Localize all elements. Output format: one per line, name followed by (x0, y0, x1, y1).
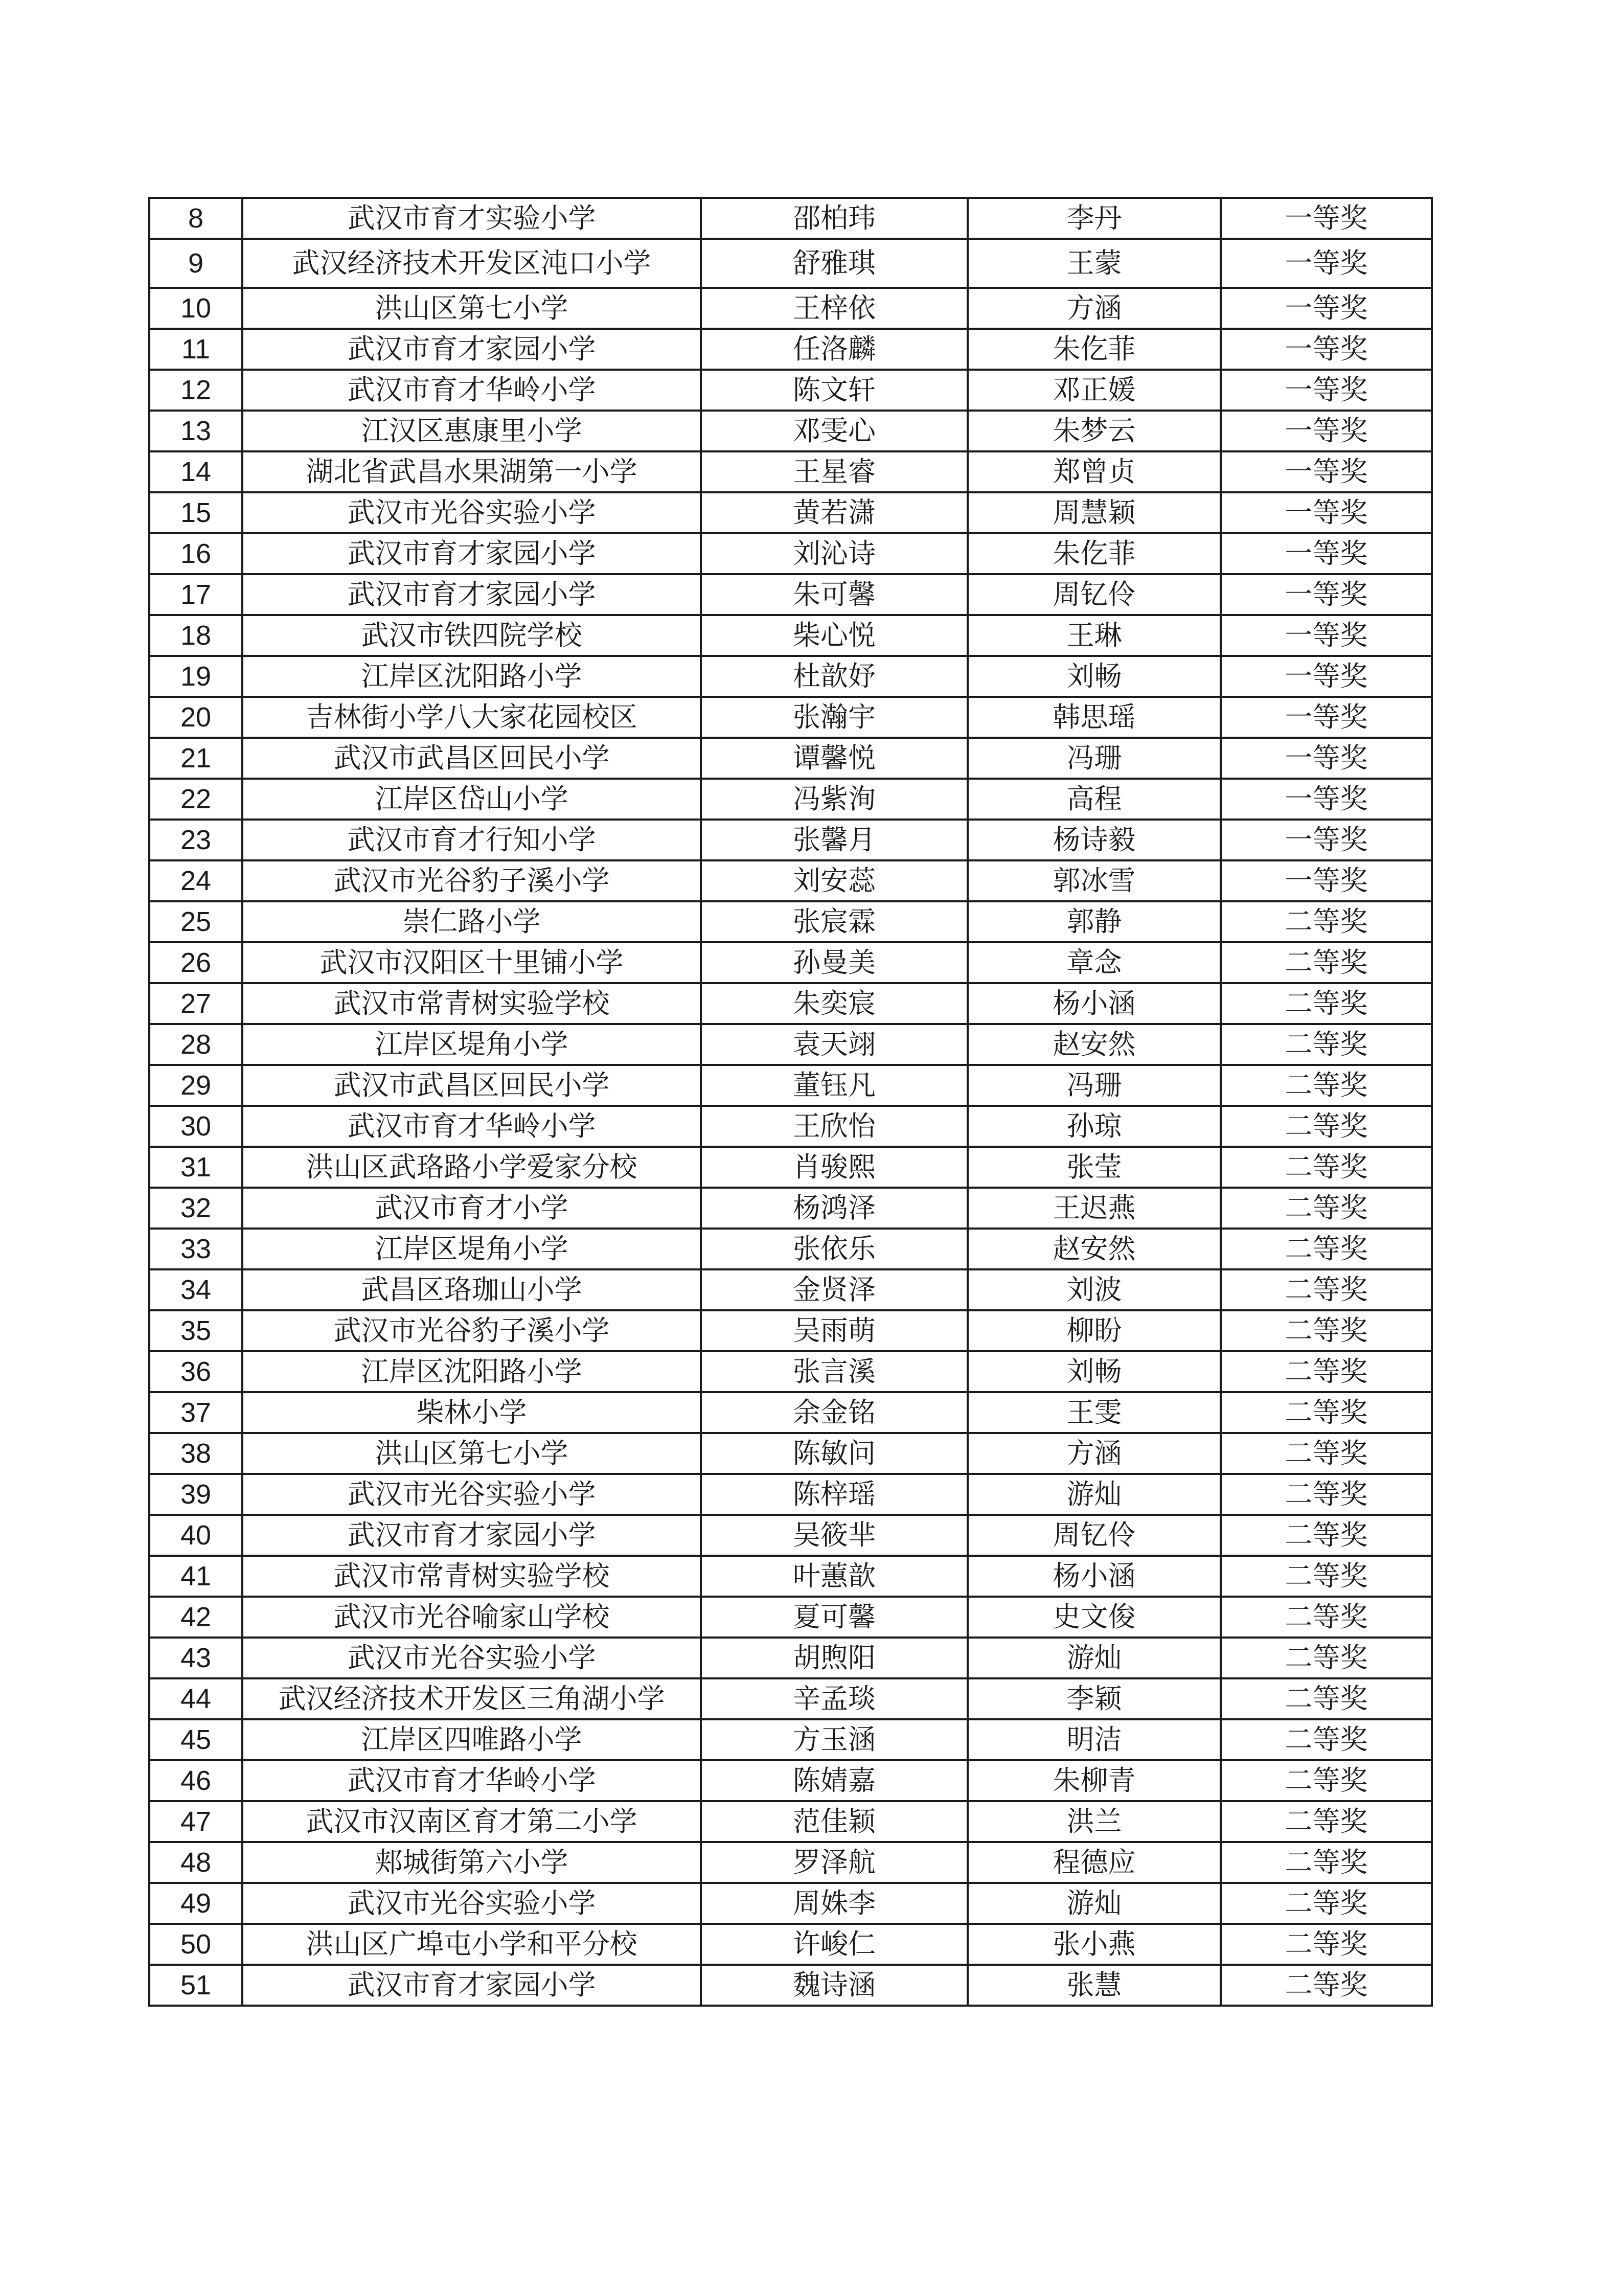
row-number: 39 (149, 1474, 242, 1515)
table-row (149, 1719, 1432, 1760)
student-name: 杨鸿泽 (701, 1188, 968, 1229)
table-row (149, 779, 1432, 820)
teacher-name: 洪兰 (968, 1801, 1221, 1842)
teacher-name: 刘畅 (968, 656, 1221, 697)
teacher-name: 郑曾贞 (968, 451, 1221, 492)
school-name: 吉林街小学八大家花园校区 (242, 697, 701, 738)
student-name: 余金铭 (701, 1392, 968, 1433)
table-row (149, 942, 1432, 983)
school-name: 洪山区第七小学 (242, 288, 701, 329)
teacher-name: 周慧颖 (968, 492, 1221, 533)
teacher-name: 赵安然 (968, 1229, 1221, 1269)
school-name: 江岸区沈阳路小学 (242, 656, 701, 697)
row-number: 22 (149, 779, 242, 820)
school-name: 武汉经济技术开发区三角湖小学 (242, 1678, 701, 1719)
student-name: 刘沁诗 (701, 533, 968, 574)
table-row (149, 1474, 1432, 1515)
table-row (149, 1760, 1432, 1801)
table-row (149, 451, 1432, 492)
student-name: 邓雯心 (701, 411, 968, 451)
row-number: 31 (149, 1147, 242, 1188)
award-level: 一等奖 (1221, 779, 1432, 820)
student-name: 魏诗涵 (701, 1965, 968, 2006)
school-name: 武汉市汉阳区十里铺小学 (242, 942, 701, 983)
table-row (149, 1188, 1432, 1229)
teacher-name: 韩思瑶 (968, 697, 1221, 738)
student-name: 任洛麟 (701, 329, 968, 370)
teacher-name: 李颖 (968, 1678, 1221, 1719)
school-name: 武汉市光谷豹子溪小学 (242, 1310, 701, 1351)
teacher-name: 杨诗毅 (968, 820, 1221, 860)
student-name: 周姝李 (701, 1883, 968, 1924)
row-number: 23 (149, 820, 242, 860)
school-name: 江岸区沈阳路小学 (242, 1351, 701, 1392)
award-level: 一等奖 (1221, 288, 1432, 329)
table-row (149, 983, 1432, 1024)
teacher-name: 刘波 (968, 1269, 1221, 1310)
table-row (149, 1392, 1432, 1433)
award-level: 一等奖 (1221, 656, 1432, 697)
school-name: 洪山区第七小学 (242, 1433, 701, 1474)
teacher-name: 孙琼 (968, 1106, 1221, 1147)
student-name: 吴筱芈 (701, 1515, 968, 1556)
row-number: 51 (149, 1965, 242, 2006)
student-name: 杜歆妤 (701, 656, 968, 697)
student-name: 夏可馨 (701, 1597, 968, 1638)
student-name: 胡煦阳 (701, 1638, 968, 1678)
school-name: 武汉市武昌区回民小学 (242, 1065, 701, 1106)
school-name: 武汉市光谷实验小学 (242, 1883, 701, 1924)
row-number: 29 (149, 1065, 242, 1106)
student-name: 吴雨萌 (701, 1310, 968, 1351)
teacher-name: 王雯 (968, 1392, 1221, 1433)
school-name: 洪山区武珞路小学爱家分校 (242, 1147, 701, 1188)
award-level: 二等奖 (1221, 901, 1432, 942)
teacher-name: 朱柳青 (968, 1760, 1221, 1801)
student-name: 孙曼美 (701, 942, 968, 983)
row-number: 41 (149, 1556, 242, 1597)
award-level: 一等奖 (1221, 820, 1432, 860)
table-row (149, 1147, 1432, 1188)
row-number: 38 (149, 1433, 242, 1474)
award-level: 二等奖 (1221, 1965, 1432, 2006)
row-number: 33 (149, 1229, 242, 1269)
award-level: 一等奖 (1221, 411, 1432, 451)
school-name: 武汉市育才小学 (242, 1188, 701, 1229)
row-number: 24 (149, 860, 242, 901)
awards-table-body (149, 198, 1432, 2006)
school-name: 武昌区珞珈山小学 (242, 1269, 701, 1310)
student-name: 张宸霖 (701, 901, 968, 942)
school-name: 江岸区岱山小学 (242, 779, 701, 820)
teacher-name: 程德应 (968, 1842, 1221, 1883)
table-row (149, 1515, 1432, 1556)
teacher-name: 游灿 (968, 1474, 1221, 1515)
student-name: 舒雅琪 (701, 239, 968, 288)
row-number: 9 (149, 239, 242, 288)
teacher-name: 刘畅 (968, 1351, 1221, 1392)
school-name: 郏城街第六小学 (242, 1842, 701, 1883)
teacher-name: 朱仡菲 (968, 533, 1221, 574)
school-name: 武汉市光谷实验小学 (242, 1474, 701, 1515)
student-name: 陈敏问 (701, 1433, 968, 1474)
school-name: 武汉市育才行知小学 (242, 820, 701, 860)
school-name: 江岸区堤角小学 (242, 1024, 701, 1065)
teacher-name: 方涵 (968, 288, 1221, 329)
award-level: 一等奖 (1221, 370, 1432, 411)
teacher-name: 张慧 (968, 1965, 1221, 2006)
row-number: 8 (149, 198, 242, 239)
award-level: 一等奖 (1221, 860, 1432, 901)
student-name: 王欣怡 (701, 1106, 968, 1147)
award-level: 二等奖 (1221, 1392, 1432, 1433)
award-level: 一等奖 (1221, 239, 1432, 288)
award-level: 二等奖 (1221, 1474, 1432, 1515)
table-row (149, 1433, 1432, 1474)
table-row (149, 860, 1432, 901)
row-number: 36 (149, 1351, 242, 1392)
award-level: 二等奖 (1221, 1351, 1432, 1392)
teacher-name: 赵安然 (968, 1024, 1221, 1065)
table-row (149, 1024, 1432, 1065)
award-level: 二等奖 (1221, 1597, 1432, 1638)
row-number: 21 (149, 738, 242, 779)
table-row (149, 1269, 1432, 1310)
student-name: 张瀚宇 (701, 697, 968, 738)
awards-table (148, 197, 1433, 2007)
student-name: 叶蕙歆 (701, 1556, 968, 1597)
award-level: 二等奖 (1221, 1515, 1432, 1556)
award-level: 二等奖 (1221, 1678, 1432, 1719)
table-row (149, 656, 1432, 697)
teacher-name: 方涵 (968, 1433, 1221, 1474)
row-number: 10 (149, 288, 242, 329)
school-name: 江岸区堤角小学 (242, 1229, 701, 1269)
student-name: 王星睿 (701, 451, 968, 492)
award-level: 一等奖 (1221, 697, 1432, 738)
row-number: 35 (149, 1310, 242, 1351)
row-number: 48 (149, 1842, 242, 1883)
award-level: 一等奖 (1221, 451, 1432, 492)
award-level: 一等奖 (1221, 738, 1432, 779)
award-level: 二等奖 (1221, 1229, 1432, 1269)
table-row (149, 1638, 1432, 1678)
teacher-name: 王琳 (968, 615, 1221, 656)
teacher-name: 明洁 (968, 1719, 1221, 1760)
row-number: 18 (149, 615, 242, 656)
student-name: 邵柏玮 (701, 198, 968, 239)
student-name: 朱奕宸 (701, 983, 968, 1024)
row-number: 26 (149, 942, 242, 983)
school-name: 江岸区四唯路小学 (242, 1719, 701, 1760)
teacher-name: 郭冰雪 (968, 860, 1221, 901)
award-level: 二等奖 (1221, 1719, 1432, 1760)
row-number: 47 (149, 1801, 242, 1842)
student-name: 陈梓瑶 (701, 1474, 968, 1515)
student-name: 张言溪 (701, 1351, 968, 1392)
school-name: 武汉市铁四院学校 (242, 615, 701, 656)
student-name: 金贤泽 (701, 1269, 968, 1310)
student-name: 冯紫洵 (701, 779, 968, 820)
award-level: 二等奖 (1221, 1310, 1432, 1351)
award-level: 二等奖 (1221, 1801, 1432, 1842)
school-name: 武汉市育才家园小学 (242, 1515, 701, 1556)
school-name: 武汉市武昌区回民小学 (242, 738, 701, 779)
teacher-name: 邓正媛 (968, 370, 1221, 411)
row-number: 28 (149, 1024, 242, 1065)
student-name: 袁天翊 (701, 1024, 968, 1065)
award-level: 二等奖 (1221, 1924, 1432, 1965)
row-number: 49 (149, 1883, 242, 1924)
row-number: 15 (149, 492, 242, 533)
school-name: 洪山区广埠屯小学和平分校 (242, 1924, 701, 1965)
table-row (149, 370, 1432, 411)
school-name: 武汉市育才家园小学 (242, 1965, 701, 2006)
award-level: 二等奖 (1221, 1024, 1432, 1065)
student-name: 张依乐 (701, 1229, 968, 1269)
student-name: 范佳颖 (701, 1801, 968, 1842)
school-name: 武汉市育才实验小学 (242, 198, 701, 239)
table-row (149, 1351, 1432, 1392)
row-number: 40 (149, 1515, 242, 1556)
table-row (149, 239, 1432, 288)
teacher-name: 周钇伶 (968, 1515, 1221, 1556)
award-level: 二等奖 (1221, 1883, 1432, 1924)
teacher-name: 杨小涵 (968, 1556, 1221, 1597)
table-row (149, 1678, 1432, 1719)
award-level: 二等奖 (1221, 1065, 1432, 1106)
award-level: 二等奖 (1221, 1188, 1432, 1229)
table-row (149, 574, 1432, 615)
award-level: 一等奖 (1221, 329, 1432, 370)
teacher-name: 冯珊 (968, 738, 1221, 779)
student-name: 黄若潇 (701, 492, 968, 533)
teacher-name: 柳盼 (968, 1310, 1221, 1351)
school-name: 湖北省武昌水果湖第一小学 (242, 451, 701, 492)
table-row (149, 615, 1432, 656)
school-name: 武汉市光谷实验小学 (242, 492, 701, 533)
teacher-name: 冯珊 (968, 1065, 1221, 1106)
table-row (149, 1924, 1432, 1965)
row-number: 45 (149, 1719, 242, 1760)
table-row (149, 533, 1432, 574)
teacher-name: 周钇伶 (968, 574, 1221, 615)
award-level: 一等奖 (1221, 533, 1432, 574)
row-number: 44 (149, 1678, 242, 1719)
teacher-name: 朱梦云 (968, 411, 1221, 451)
table-row (149, 1883, 1432, 1924)
award-level: 一等奖 (1221, 615, 1432, 656)
award-level: 二等奖 (1221, 1638, 1432, 1678)
table-row (149, 820, 1432, 860)
school-name: 崇仁路小学 (242, 901, 701, 942)
student-name: 张馨月 (701, 820, 968, 860)
table-row (149, 329, 1432, 370)
teacher-name: 游灿 (968, 1883, 1221, 1924)
award-level: 一等奖 (1221, 198, 1432, 239)
award-level: 一等奖 (1221, 492, 1432, 533)
table-row (149, 1065, 1432, 1106)
row-number: 34 (149, 1269, 242, 1310)
student-name: 刘安蕊 (701, 860, 968, 901)
school-name: 武汉市常青树实验学校 (242, 983, 701, 1024)
table-row (149, 697, 1432, 738)
student-name: 罗泽航 (701, 1842, 968, 1883)
table-row (149, 1556, 1432, 1597)
table-row (149, 288, 1432, 329)
school-name: 武汉市光谷豹子溪小学 (242, 860, 701, 901)
table-row (149, 738, 1432, 779)
teacher-name: 史文俊 (968, 1597, 1221, 1638)
award-level: 二等奖 (1221, 1760, 1432, 1801)
row-number: 16 (149, 533, 242, 574)
row-number: 19 (149, 656, 242, 697)
award-level: 二等奖 (1221, 1147, 1432, 1188)
school-name: 武汉市育才家园小学 (242, 574, 701, 615)
school-name: 武汉市汉南区育才第二小学 (242, 1801, 701, 1842)
table-row (149, 901, 1432, 942)
student-name: 王梓依 (701, 288, 968, 329)
student-name: 朱可馨 (701, 574, 968, 615)
school-name: 柴林小学 (242, 1392, 701, 1433)
row-number: 50 (149, 1924, 242, 1965)
teacher-name: 高程 (968, 779, 1221, 820)
row-number: 17 (149, 574, 242, 615)
award-level: 一等奖 (1221, 574, 1432, 615)
teacher-name: 张小燕 (968, 1924, 1221, 1965)
table-row (149, 411, 1432, 451)
row-number: 20 (149, 697, 242, 738)
school-name: 武汉市光谷喻家山学校 (242, 1597, 701, 1638)
award-level: 二等奖 (1221, 1106, 1432, 1147)
row-number: 43 (149, 1638, 242, 1678)
row-number: 11 (149, 329, 242, 370)
row-number: 27 (149, 983, 242, 1024)
teacher-name: 章念 (968, 942, 1221, 983)
row-number: 13 (149, 411, 242, 451)
table-row (149, 1842, 1432, 1883)
row-number: 25 (149, 901, 242, 942)
table-row (149, 1965, 1432, 2006)
row-number: 37 (149, 1392, 242, 1433)
student-name: 谭馨悦 (701, 738, 968, 779)
table-row (149, 492, 1432, 533)
student-name: 肖骏熙 (701, 1147, 968, 1188)
row-number: 30 (149, 1106, 242, 1147)
award-level: 二等奖 (1221, 942, 1432, 983)
school-name: 武汉经济技术开发区沌口小学 (242, 239, 701, 288)
row-number: 42 (149, 1597, 242, 1638)
award-level: 二等奖 (1221, 1556, 1432, 1597)
row-number: 12 (149, 370, 242, 411)
table-row (149, 1310, 1432, 1351)
row-number: 32 (149, 1188, 242, 1229)
teacher-name: 朱仡菲 (968, 329, 1221, 370)
table-row (149, 1229, 1432, 1269)
school-name: 武汉市光谷实验小学 (242, 1638, 701, 1678)
student-name: 方玉涵 (701, 1719, 968, 1760)
teacher-name: 杨小涵 (968, 983, 1221, 1024)
teacher-name: 李丹 (968, 198, 1221, 239)
table-row (149, 198, 1432, 239)
table-row (149, 1801, 1432, 1842)
table-row (149, 1597, 1432, 1638)
student-name: 陈文轩 (701, 370, 968, 411)
student-name: 董钰凡 (701, 1065, 968, 1106)
teacher-name: 王蒙 (968, 239, 1221, 288)
student-name: 柴心悦 (701, 615, 968, 656)
award-level: 二等奖 (1221, 1842, 1432, 1883)
award-level: 二等奖 (1221, 1433, 1432, 1474)
school-name: 武汉市育才家园小学 (242, 533, 701, 574)
school-name: 武汉市育才华岭小学 (242, 370, 701, 411)
teacher-name: 游灿 (968, 1638, 1221, 1678)
row-number: 14 (149, 451, 242, 492)
school-name: 武汉市育才华岭小学 (242, 1760, 701, 1801)
teacher-name: 张莹 (968, 1147, 1221, 1188)
award-level: 二等奖 (1221, 1269, 1432, 1310)
row-number: 46 (149, 1760, 242, 1801)
table-row (149, 1106, 1432, 1147)
school-name: 武汉市育才家园小学 (242, 329, 701, 370)
school-name: 江汉区惠康里小学 (242, 411, 701, 451)
student-name: 陈婧嘉 (701, 1760, 968, 1801)
student-name: 辛孟琰 (701, 1678, 968, 1719)
teacher-name: 王迟燕 (968, 1188, 1221, 1229)
teacher-name: 郭静 (968, 901, 1221, 942)
school-name: 武汉市常青树实验学校 (242, 1556, 701, 1597)
school-name: 武汉市育才华岭小学 (242, 1106, 701, 1147)
award-level: 二等奖 (1221, 983, 1432, 1024)
student-name: 许峻仁 (701, 1924, 968, 1965)
